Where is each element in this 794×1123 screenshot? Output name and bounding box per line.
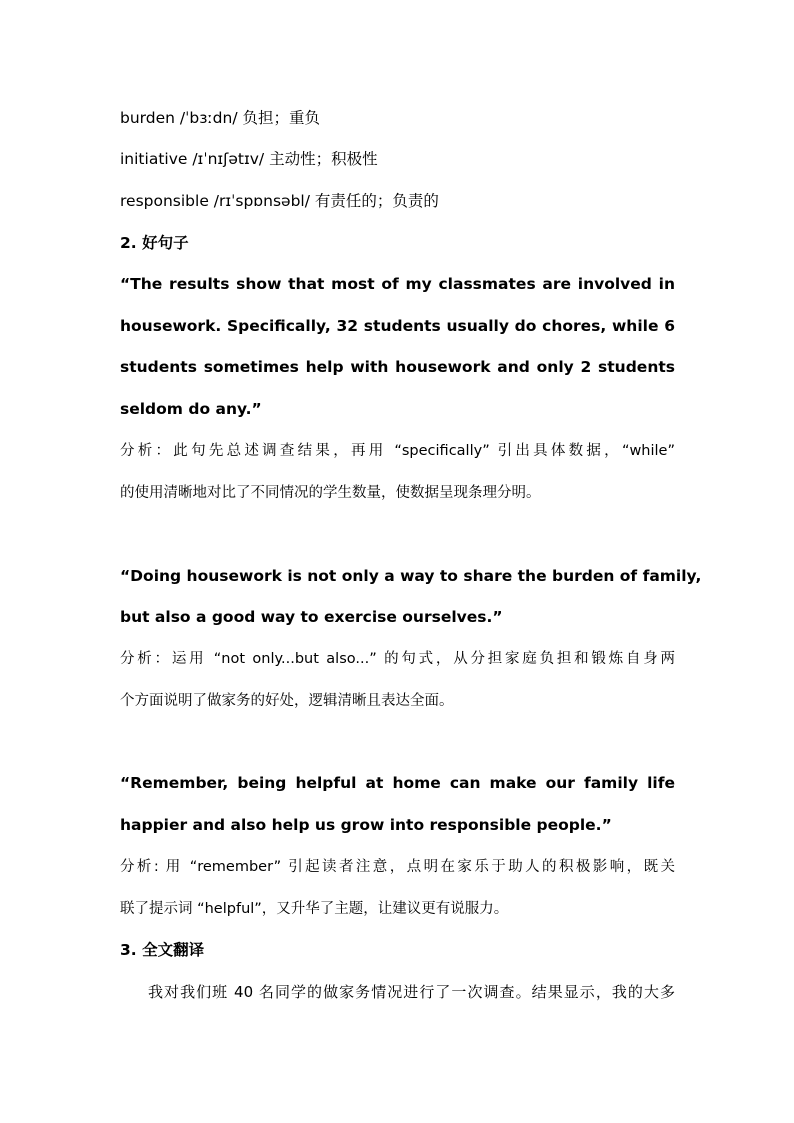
quote-line: seldom do any.” xyxy=(120,400,262,418)
quote-line: “Doing housework is not only a way to share the burden of family, xyxy=(120,567,702,585)
vocab-item-initiative: initiative /ɪˈnɪʃətɪv/ 主动性；积极性 xyxy=(120,150,378,168)
quote-line: students sometimes help with housework and only 2 students xyxy=(120,358,675,376)
quote-line: happier and also help us grow into responsible people.” xyxy=(120,816,612,834)
quote-line: “The results show that most of my classmates are involved in xyxy=(120,275,675,293)
vocab-item-responsible: responsible /rɪˈspɒnsəbl/ 有责任的；负责的 xyxy=(120,192,439,210)
analysis-line: 个方面说明了做家务的好处，逻辑清晰且表达全面。 xyxy=(120,693,454,709)
analysis-line: 联了提示词 “helpful”，又升华了主题，让建议更有说服力。 xyxy=(120,901,509,917)
quote-line: but also a good way to exercise ourselves.” xyxy=(120,608,503,626)
analysis-line: 分析：运用 “not only...but also...” 的句式，从分担家庭负担和锻炼自身两 xyxy=(120,651,675,667)
translation-paragraph-line: 我对我们班 40 名同学的做家务情况进行了一次调查。结果显示，我的大多 xyxy=(148,983,675,1001)
analysis-line: 分析：此句先总述调查结果，再用 “specifically” 引出具体数据，“while” xyxy=(120,443,675,459)
quote-line: housework. Specifically, 32 students usually do chores, while 6 xyxy=(120,317,675,335)
analysis-line: 的使用清晰地对比了不同情况的学生数量，使数据呈现条理分明。 xyxy=(120,485,541,501)
analysis-line: 分析: 用 “remember” 引起读者注意，点明在家乐于助人的积极影响，既关 xyxy=(120,859,675,875)
section-heading-good-sentences: 2. 好句子 xyxy=(120,234,189,252)
vocab-item-burden: burden /ˈbɜːdn/ 负担；重负 xyxy=(120,109,320,127)
quote-line: “Remember, being helpful at home can make our family life xyxy=(120,774,675,792)
section-heading-full-translation: 3. 全文翻译 xyxy=(120,941,205,959)
